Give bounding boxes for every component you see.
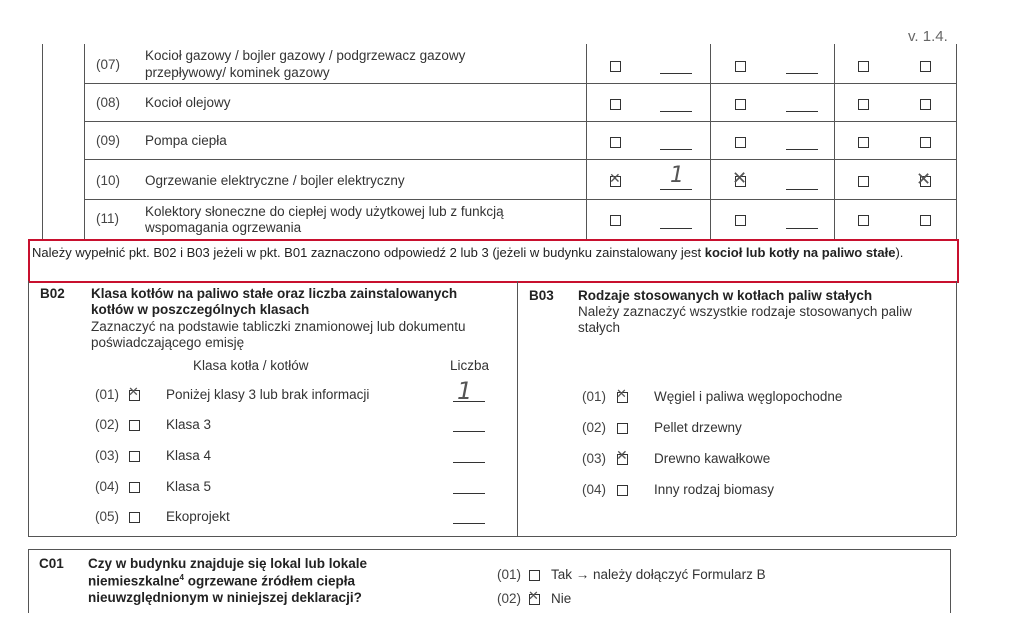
row-number: (07) — [96, 57, 121, 72]
checkbox[interactable] — [735, 61, 746, 72]
section-code: B02 — [40, 286, 65, 301]
handwritten-count: 1 — [670, 163, 684, 188]
checkbox[interactable] — [858, 137, 869, 148]
row-number: (10) — [96, 173, 121, 188]
row-separator — [84, 121, 956, 122]
count-field[interactable] — [786, 189, 818, 190]
row-label-line: przepływowy/ kominek gazowy — [145, 65, 330, 80]
row-label-line: Ogrzewanie elektryczne / bojler elektryczny — [145, 173, 405, 188]
row-label-line: wspomagania ogrzewania — [145, 220, 302, 235]
section-code: C01 — [39, 556, 64, 571]
section-right-border — [956, 281, 957, 536]
count-field[interactable] — [786, 228, 818, 229]
question-line: nieuwzględnionym w niniejszej deklaracji? — [88, 590, 362, 605]
check-mark-icon: ✕ — [616, 448, 628, 464]
section-title: Klasa kotłów na paliwo stałe oraz liczba zainstalowanych — [91, 286, 458, 301]
footnote-ref: 4 — [179, 573, 184, 582]
checkbox[interactable] — [858, 176, 869, 187]
count-field[interactable] — [660, 149, 692, 150]
question-line: Czy w budynku znajduje się lokal lub lokale — [88, 556, 368, 571]
section-code: B03 — [529, 288, 554, 303]
handwritten-count: 1 — [457, 377, 473, 405]
row-number: (08) — [96, 95, 121, 110]
check-mark-icon: ✕ — [616, 387, 627, 402]
checkbox[interactable] — [858, 61, 869, 72]
question-line-text: ogrzewane źródłem ciepła — [184, 573, 356, 589]
check-mark-icon: ✕ — [128, 385, 139, 400]
table-col-border-2 — [710, 44, 711, 240]
checkbox[interactable] — [617, 423, 628, 434]
count-field[interactable] — [453, 523, 485, 524]
checkbox[interactable] — [617, 485, 628, 496]
item-number: (02) — [582, 420, 607, 435]
section-description: stałych — [578, 320, 621, 335]
checkbox[interactable] — [129, 451, 140, 462]
item-label: Węgiel i paliwa węglopochodne — [654, 389, 843, 404]
notice-text-bold: kocioł lub kotły na paliwo stałe — [704, 245, 896, 260]
item-number: (02) — [95, 417, 120, 432]
section-bottom-border — [28, 536, 956, 537]
option-label: Nie — [551, 591, 572, 606]
item-label: Klasa 5 — [166, 479, 212, 494]
item-number: (01) — [582, 389, 607, 404]
check-mark-icon: ✕ — [609, 171, 621, 187]
checkbox[interactable] — [735, 215, 746, 226]
row-label-line: Pompa ciepła — [145, 133, 227, 148]
table-col-border-3 — [834, 44, 835, 240]
row-separator — [84, 199, 956, 200]
item-number: (03) — [582, 451, 607, 466]
count-field[interactable] — [660, 189, 692, 190]
item-label: Klasa 4 — [166, 448, 212, 463]
item-label: Klasa 3 — [166, 417, 212, 432]
checkbox[interactable] — [129, 482, 140, 493]
item-label: Poniżej klasy 3 lub brak informacji — [166, 387, 370, 402]
table-num-col-border — [84, 44, 85, 240]
item-number: (04) — [95, 479, 120, 494]
table-col-border-1 — [586, 44, 587, 240]
notice-text-prefix: Należy wypełnić pkt. B02 i B03 jeżeli w pkt. B01 zaznaczono odpowiedź 2 lub 3 (jeżeli w budynku zainstalowany jest — [32, 245, 705, 260]
column-header-class: Klasa kotła / kotłów — [193, 358, 309, 373]
item-number: (04) — [582, 482, 607, 497]
count-field[interactable] — [453, 462, 485, 463]
notice-text — [32, 245, 932, 261]
section-description: Zaznaczyć na podstawie tabliczki znamionowej lub dokumentu — [91, 319, 466, 334]
checkbox[interactable] — [920, 61, 931, 72]
question-line — [88, 573, 355, 589]
check-mark-icon: ✕ — [732, 168, 748, 189]
section-title: Rodzaje stosowanych w kotłach paliw stałych — [578, 288, 873, 303]
checkbox[interactable] — [610, 61, 621, 72]
item-label: Pellet drzewny — [654, 420, 742, 435]
option-number: (01) — [497, 567, 522, 582]
count-field[interactable] — [786, 73, 818, 74]
row-number: (11) — [96, 211, 120, 226]
checkbox[interactable] — [735, 137, 746, 148]
checkbox[interactable] — [610, 137, 621, 148]
section-divider — [517, 281, 518, 536]
row-separator — [84, 159, 956, 160]
section-left-border — [28, 281, 29, 536]
check-mark-icon: ✕ — [528, 589, 539, 604]
checkbox[interactable] — [920, 137, 931, 148]
table-left-border — [42, 44, 43, 240]
checkbox[interactable] — [610, 215, 621, 226]
checkbox[interactable] — [920, 99, 931, 110]
row-label-line: Kocioł gazowy / bojler gazowy / podgrzewacz gazowy — [145, 48, 466, 63]
section-description: Należy zaznaczyć wszystkie rodzaje stosowanych paliw — [578, 304, 912, 319]
check-mark-icon: ✕ — [916, 169, 932, 190]
count-field[interactable] — [453, 431, 485, 432]
section-title: kotłów w poszczególnych klasach — [91, 302, 310, 317]
item-number: (01) — [95, 387, 120, 402]
checkbox[interactable] — [529, 570, 540, 581]
checkbox[interactable] — [735, 99, 746, 110]
checkbox[interactable] — [610, 99, 621, 110]
row-label-line: Kolektory słoneczne do ciepłej wody użytkowej lub z funkcją — [145, 204, 504, 219]
column-header-count: Liczba — [450, 358, 490, 373]
checkbox[interactable] — [129, 512, 140, 523]
option-label: Tak → należy dołączyć Formularz B — [551, 567, 766, 582]
item-number: (03) — [95, 448, 120, 463]
count-field[interactable] — [660, 111, 692, 112]
item-label: Drewno kawałkowe — [654, 451, 771, 466]
notice-text-suffix: ). — [895, 245, 904, 260]
checkbox[interactable] — [858, 99, 869, 110]
item-label: Inny rodzaj biomasy — [654, 482, 775, 497]
count-field[interactable] — [453, 493, 485, 494]
checkbox[interactable] — [858, 215, 869, 226]
item-number: (05) — [95, 509, 120, 524]
count-field[interactable] — [660, 73, 692, 74]
table-right-border — [956, 44, 957, 240]
count-field[interactable] — [786, 111, 818, 112]
item-label: Ekoprojekt — [166, 509, 230, 524]
row-label-line: Kocioł olejowy — [145, 95, 231, 110]
count-field[interactable] — [660, 228, 692, 229]
row-number: (09) — [96, 133, 121, 148]
option-number: (02) — [497, 591, 522, 606]
checkbox[interactable] — [920, 215, 931, 226]
checkbox[interactable] — [129, 420, 140, 431]
version-label: v. 1.4. — [908, 28, 948, 45]
count-field[interactable] — [786, 149, 818, 150]
count-field[interactable] — [453, 401, 485, 402]
section-description: poświadczającego emisję — [91, 335, 245, 350]
row-separator — [84, 83, 956, 84]
question-line-text: niemieszkalne — [88, 573, 180, 589]
